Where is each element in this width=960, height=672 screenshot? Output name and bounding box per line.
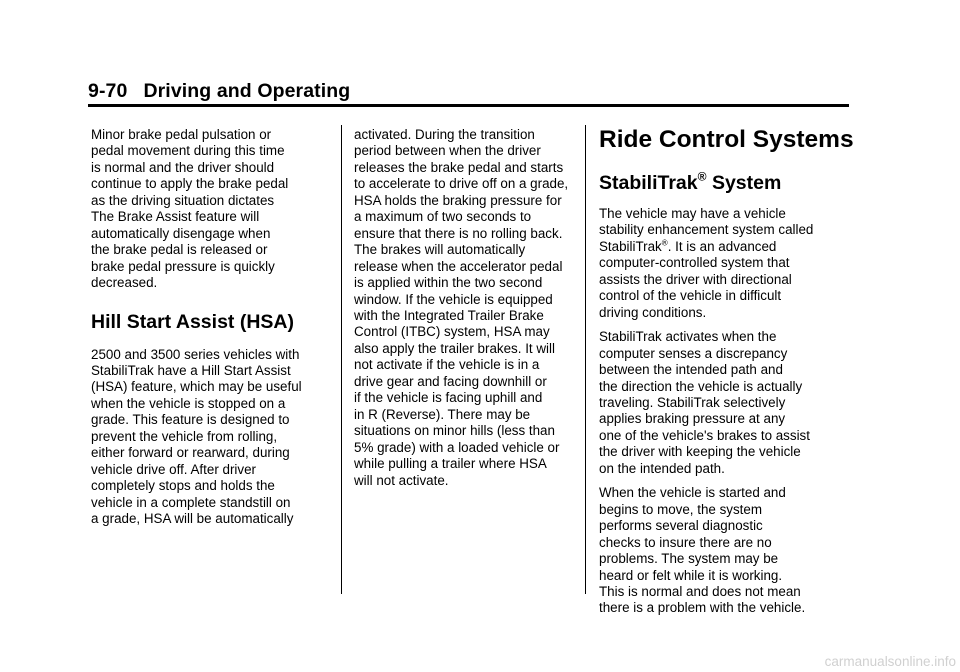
text-line: one of the vehicle's brakes to assist (599, 427, 810, 443)
text-line: is normal and the driver should (91, 159, 275, 175)
text-line: will not activate. (354, 472, 449, 488)
text-line: checks to insure there are no (599, 534, 772, 550)
text-line: window. If the vehicle is equipped (354, 291, 553, 307)
text-line: This is normal and does not mean (599, 583, 801, 599)
text-line: the driver with keeping the vehicle (599, 444, 801, 460)
text-line: When the vehicle is started and (599, 485, 786, 501)
column-2 (354, 127, 594, 489)
text-line: decreased. (91, 275, 158, 291)
text-line: grade. This feature is designed to (91, 412, 290, 428)
text-line: a grade, HSA will be automatically (91, 511, 294, 527)
page-number: 9-70 (88, 80, 128, 102)
text-line: releases the brake pedal and starts (354, 159, 564, 175)
text-line: 2500 and 3500 series vehicles with (91, 346, 300, 362)
text-line: 5% grade) with a loaded vehicle or (354, 439, 560, 455)
stabilitrak-diagnostic-paragraph (599, 485, 839, 617)
column-divider-1 (341, 125, 342, 594)
text-line: Control (ITBC) system, HSA may (354, 324, 550, 340)
text-line: on the intended path. (599, 460, 725, 476)
text-line: The Brake Assist feature will (91, 209, 260, 225)
text-line: The vehicle may have a vehicle (599, 206, 786, 221)
column-3 (599, 126, 854, 617)
text-line: drive gear and facing downhill or (354, 373, 547, 389)
text-line: automatically disengage when (91, 225, 271, 241)
text-line: driving conditions. (599, 304, 707, 320)
brake-assist-paragraph (91, 127, 331, 292)
text-line: the brake pedal is released or (91, 242, 268, 258)
text-line: begins to move, the system (599, 501, 762, 517)
text-line: vehicle in a complete standstill on (91, 494, 291, 510)
text-line: stability enhancement system called (599, 222, 814, 238)
stabilitrak-inline-name: StabiliTrak (599, 238, 662, 254)
text-line: The brakes will automatically (354, 242, 526, 258)
text-line: ensure that there is no rolling back. (354, 225, 563, 241)
registered-mark: ® (697, 169, 707, 184)
stabilitrak-heading-text: StabiliTrak (599, 172, 698, 194)
text-line: prevent the vehicle from rolling, (91, 428, 278, 444)
text-line: computer senses a discrepancy (599, 345, 788, 361)
ride-control-heading: Ride Control Systems (599, 126, 854, 153)
text-line: assists the driver with directional (599, 271, 792, 287)
text-line: HSA holds the braking pressure for (354, 192, 562, 208)
text-line: in R (Reverse). There may be (354, 406, 531, 422)
text-line: activated. During the transition (354, 127, 535, 142)
stabilitrak-heading-suffix: System (706, 172, 782, 194)
text-line: applies braking pressure at any (599, 411, 786, 427)
page-header (88, 80, 350, 103)
header-rule (88, 104, 849, 107)
text-line: when the vehicle is stopped on a (91, 395, 286, 411)
text-line: period between when the driver (354, 143, 541, 159)
text-line: there is a problem with the vehicle. (599, 600, 806, 616)
watermark-text: carmanualsonline.info (824, 654, 956, 669)
hsa-heading: Hill Start Assist (HSA) (91, 310, 294, 333)
text-line: StabiliTrak activates when the (599, 329, 777, 345)
text-line: brake pedal pressure is quickly (91, 258, 275, 274)
text-line: heard or felt while it is working. (599, 567, 783, 583)
section-title: Driving and Operating (143, 80, 351, 102)
text-line: between the intended path and (599, 362, 783, 378)
paragraph-gap (599, 477, 839, 485)
text-line: (HSA) feature, which may be useful (91, 379, 302, 395)
text-fragment: . It is an advanced (667, 238, 777, 254)
text-line: computer-controlled system that (599, 255, 790, 271)
text-line: as the driving situation dictates (91, 192, 275, 208)
text-line: the direction the vehicle is actually (599, 378, 803, 394)
text-line: also apply the trailer brakes. It will (354, 340, 555, 356)
text-line: pedal movement during this time (91, 143, 285, 159)
text-line: traveling. StabiliTrak selectively (599, 394, 786, 410)
text-line: with the Integrated Trailer Brake (354, 307, 544, 323)
registered-mark: ® (661, 238, 668, 248)
text-line: vehicle drive off. After driver (91, 461, 256, 477)
text-line: situations on minor hills (less than (354, 423, 555, 439)
text-line: performs several diagnostic (599, 518, 763, 534)
text-line: problems. The system may be (599, 551, 779, 567)
text-line: if the vehicle is facing uphill and (354, 390, 543, 406)
text-line: completely stops and holds the (91, 478, 275, 494)
text-line: StabiliTrak have a Hill Start Assist (91, 362, 291, 378)
paragraph-gap (599, 321, 839, 329)
text-line: either forward or rearward, during (91, 445, 290, 461)
text-line: while pulling a trailer where HSA (354, 456, 547, 472)
stabilitrak-activation-paragraph (599, 329, 839, 477)
text-line: control of the vehicle in difficult (599, 288, 782, 304)
hsa-paragraph (91, 347, 331, 528)
text-line: release when the accelerator pedal (354, 258, 563, 274)
stabilitrak-heading (599, 171, 839, 195)
text-line: not activate if the vehicle is in a (354, 357, 540, 373)
text-line (599, 239, 839, 255)
text-line: continue to apply the brake pedal (91, 176, 289, 192)
text-line: to accelerate to drive off on a grade, (354, 176, 569, 192)
text-line: a maximum of two seconds to (354, 209, 532, 225)
text-line: is applied within the two second (354, 275, 543, 291)
column-1 (91, 127, 331, 528)
hsa-continued-paragraph (354, 127, 594, 489)
stabilitrak-intro-paragraph (599, 206, 839, 321)
text-line: Minor brake pedal pulsation or (91, 127, 272, 142)
